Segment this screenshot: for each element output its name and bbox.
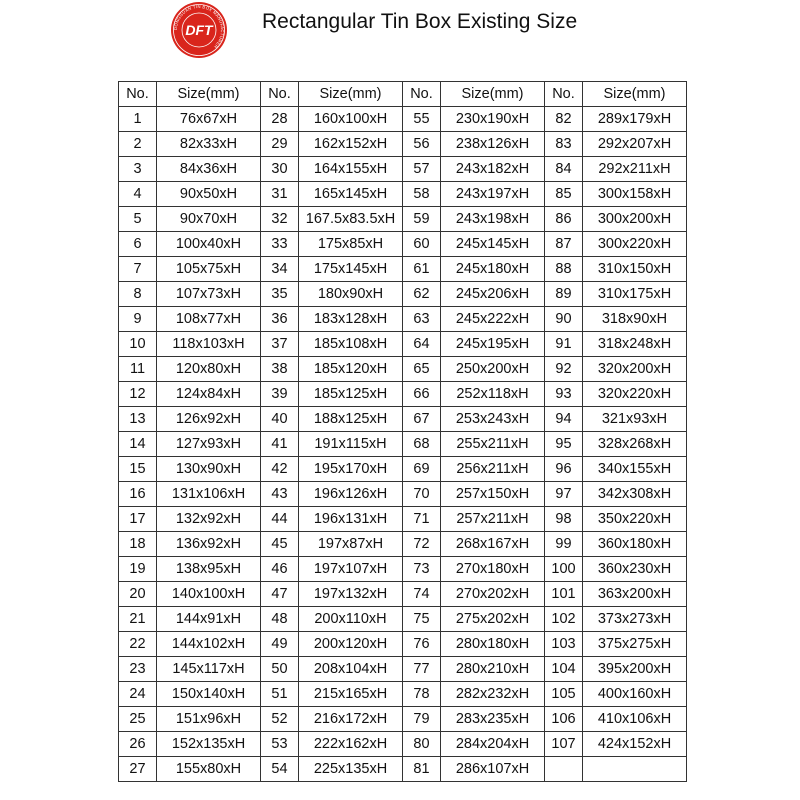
column-header: Size(mm) — [583, 82, 687, 107]
item-number-cell: 72 — [403, 532, 441, 557]
size-cell: 245x206xH — [441, 282, 545, 307]
size-cell: 328x268xH — [583, 432, 687, 457]
size-cell: 191x115xH — [299, 432, 403, 457]
size-cell: 292x207xH — [583, 132, 687, 157]
size-cell: 127x93xH — [157, 432, 261, 457]
size-cell: 400x160xH — [583, 682, 687, 707]
item-number-cell: 2 — [119, 132, 157, 157]
size-cell: 150x140xH — [157, 682, 261, 707]
size-cell: 225x135xH — [299, 757, 403, 782]
item-number-cell: 96 — [545, 457, 583, 482]
size-cell: 105x75xH — [157, 257, 261, 282]
size-cell: 289x179xH — [583, 107, 687, 132]
size-cell: 185x120xH — [299, 357, 403, 382]
item-number-cell: 15 — [119, 457, 157, 482]
size-cell: 245x180xH — [441, 257, 545, 282]
size-cell: 243x198xH — [441, 207, 545, 232]
item-number-cell: 42 — [261, 457, 299, 482]
size-cell — [583, 757, 687, 782]
size-cell: 360x230xH — [583, 557, 687, 582]
item-number-cell: 39 — [261, 382, 299, 407]
size-cell: 270x202xH — [441, 582, 545, 607]
size-cell: 300x158xH — [583, 182, 687, 207]
size-cell: 340x155xH — [583, 457, 687, 482]
size-cell: 270x180xH — [441, 557, 545, 582]
size-cell: 118x103xH — [157, 332, 261, 357]
table-row — [119, 632, 687, 657]
item-number-cell: 76 — [403, 632, 441, 657]
item-number-cell: 44 — [261, 507, 299, 532]
size-cell: 197x87xH — [299, 532, 403, 557]
size-cell: 155x80xH — [157, 757, 261, 782]
table-row — [119, 607, 687, 632]
size-cell: 196x131xH — [299, 507, 403, 532]
column-header: Size(mm) — [441, 82, 545, 107]
item-number-cell: 66 — [403, 382, 441, 407]
size-cell: 216x172xH — [299, 707, 403, 732]
size-cell: 320x220xH — [583, 382, 687, 407]
size-cell: 145x117xH — [157, 657, 261, 682]
item-number-cell: 32 — [261, 207, 299, 232]
item-number-cell: 9 — [119, 307, 157, 332]
item-number-cell: 81 — [403, 757, 441, 782]
item-number-cell: 37 — [261, 332, 299, 357]
item-number-cell: 11 — [119, 357, 157, 382]
item-number-cell: 4 — [119, 182, 157, 207]
size-cell: 222x162xH — [299, 732, 403, 757]
logo-text: DFT — [185, 22, 213, 38]
item-number-cell: 18 — [119, 532, 157, 557]
item-number-cell: 43 — [261, 482, 299, 507]
size-cell: 167.5x83.5xH — [299, 207, 403, 232]
item-number-cell: 100 — [545, 557, 583, 582]
item-number-cell: 23 — [119, 657, 157, 682]
size-cell: 144x91xH — [157, 607, 261, 632]
item-number-cell: 56 — [403, 132, 441, 157]
item-number-cell: 26 — [119, 732, 157, 757]
item-number-cell: 93 — [545, 382, 583, 407]
size-cell: 230x190xH — [441, 107, 545, 132]
size-cell: 200x120xH — [299, 632, 403, 657]
item-number-cell: 13 — [119, 407, 157, 432]
item-number-cell: 24 — [119, 682, 157, 707]
item-number-cell: 92 — [545, 357, 583, 382]
item-number-cell: 102 — [545, 607, 583, 632]
column-header: Size(mm) — [157, 82, 261, 107]
item-number-cell: 94 — [545, 407, 583, 432]
item-number-cell: 54 — [261, 757, 299, 782]
size-cell: 196x126xH — [299, 482, 403, 507]
item-number-cell: 75 — [403, 607, 441, 632]
table-row — [119, 307, 687, 332]
size-cell: 300x200xH — [583, 207, 687, 232]
size-cell: 280x210xH — [441, 657, 545, 682]
table-row — [119, 282, 687, 307]
table-row — [119, 107, 687, 132]
table-row — [119, 657, 687, 682]
size-cell: 280x180xH — [441, 632, 545, 657]
item-number-cell: 16 — [119, 482, 157, 507]
size-cell: 268x167xH — [441, 532, 545, 557]
item-number-cell: 101 — [545, 582, 583, 607]
item-number-cell: 68 — [403, 432, 441, 457]
item-number-cell: 80 — [403, 732, 441, 757]
size-cell: 120x80xH — [157, 357, 261, 382]
table-row — [119, 132, 687, 157]
item-number-cell: 33 — [261, 232, 299, 257]
item-number-cell: 52 — [261, 707, 299, 732]
size-cell: 107x73xH — [157, 282, 261, 307]
item-number-cell: 61 — [403, 257, 441, 282]
item-number-cell: 51 — [261, 682, 299, 707]
item-number-cell: 91 — [545, 332, 583, 357]
size-cell: 275x202xH — [441, 607, 545, 632]
size-cell: 342x308xH — [583, 482, 687, 507]
dft-logo-icon — [169, 0, 229, 60]
item-number-cell: 73 — [403, 557, 441, 582]
item-number-cell: 105 — [545, 682, 583, 707]
table-row — [119, 707, 687, 732]
table-header-row — [119, 82, 687, 107]
size-cell: 140x100xH — [157, 582, 261, 607]
size-cell: 136x92xH — [157, 532, 261, 557]
table-row — [119, 582, 687, 607]
size-cell: 243x197xH — [441, 182, 545, 207]
item-number-cell: 95 — [545, 432, 583, 457]
size-cell: 126x92xH — [157, 407, 261, 432]
size-cell: 82x33xH — [157, 132, 261, 157]
table-row — [119, 157, 687, 182]
size-cell: 144x102xH — [157, 632, 261, 657]
size-cell: 200x110xH — [299, 607, 403, 632]
size-cell: 252x118xH — [441, 382, 545, 407]
size-cell: 130x90xH — [157, 457, 261, 482]
item-number-cell: 48 — [261, 607, 299, 632]
size-cell: 292x211xH — [583, 157, 687, 182]
item-number-cell: 53 — [261, 732, 299, 757]
size-cell: 318x248xH — [583, 332, 687, 357]
size-cell: 310x175xH — [583, 282, 687, 307]
size-cell: 257x211xH — [441, 507, 545, 532]
column-header: Size(mm) — [299, 82, 403, 107]
table-row — [119, 232, 687, 257]
column-header: No. — [261, 82, 299, 107]
size-cell: 250x200xH — [441, 357, 545, 382]
table-row — [119, 357, 687, 382]
item-number-cell: 7 — [119, 257, 157, 282]
size-cell: 124x84xH — [157, 382, 261, 407]
size-cell: 90x70xH — [157, 207, 261, 232]
size-cell: 310x150xH — [583, 257, 687, 282]
size-cell: 255x211xH — [441, 432, 545, 457]
item-number-cell: 28 — [261, 107, 299, 132]
logo-ring-text: DONGGUAN TIN BOX MANUFACTURER — [172, 3, 226, 50]
size-cell: 197x107xH — [299, 557, 403, 582]
table-row — [119, 182, 687, 207]
item-number-cell: 104 — [545, 657, 583, 682]
item-number-cell: 46 — [261, 557, 299, 582]
item-number-cell: 86 — [545, 207, 583, 232]
item-number-cell: 59 — [403, 207, 441, 232]
size-cell: 164x155xH — [299, 157, 403, 182]
size-cell: 318x90xH — [583, 307, 687, 332]
column-header: No. — [403, 82, 441, 107]
item-number-cell: 3 — [119, 157, 157, 182]
size-cell: 108x77xH — [157, 307, 261, 332]
table-row — [119, 207, 687, 232]
size-cell: 132x92xH — [157, 507, 261, 532]
size-cell: 257x150xH — [441, 482, 545, 507]
table-row — [119, 407, 687, 432]
size-cell: 151x96xH — [157, 707, 261, 732]
column-header: No. — [119, 82, 157, 107]
item-number-cell: 41 — [261, 432, 299, 457]
table-row — [119, 457, 687, 482]
size-cell: 152x135xH — [157, 732, 261, 757]
page-title: Rectangular Tin Box Existing Size — [262, 10, 578, 33]
size-cell: 253x243xH — [441, 407, 545, 432]
item-number-cell: 74 — [403, 582, 441, 607]
item-number-cell: 27 — [119, 757, 157, 782]
item-number-cell: 89 — [545, 282, 583, 307]
size-cell: 183x128xH — [299, 307, 403, 332]
table-row — [119, 482, 687, 507]
table-row — [119, 507, 687, 532]
item-number-cell: 103 — [545, 632, 583, 657]
item-number-cell: 17 — [119, 507, 157, 532]
size-cell: 185x108xH — [299, 332, 403, 357]
table-row — [119, 332, 687, 357]
item-number-cell: 22 — [119, 632, 157, 657]
item-number-cell: 63 — [403, 307, 441, 332]
item-number-cell: 106 — [545, 707, 583, 732]
item-number-cell: 67 — [403, 407, 441, 432]
size-cell: 282x232xH — [441, 682, 545, 707]
item-number-cell: 62 — [403, 282, 441, 307]
size-cell: 321x93xH — [583, 407, 687, 432]
item-number-cell: 6 — [119, 232, 157, 257]
item-number-cell: 49 — [261, 632, 299, 657]
size-cell: 300x220xH — [583, 232, 687, 257]
item-number-cell: 36 — [261, 307, 299, 332]
size-cell: 320x200xH — [583, 357, 687, 382]
table-row — [119, 732, 687, 757]
item-number-cell: 47 — [261, 582, 299, 607]
item-number-cell: 99 — [545, 532, 583, 557]
item-number-cell: 97 — [545, 482, 583, 507]
size-cell: 238x126xH — [441, 132, 545, 157]
item-number-cell: 82 — [545, 107, 583, 132]
size-cell: 76x67xH — [157, 107, 261, 132]
item-number-cell: 57 — [403, 157, 441, 182]
item-number-cell: 64 — [403, 332, 441, 357]
size-cell: 350x220xH — [583, 507, 687, 532]
table-row — [119, 532, 687, 557]
item-number-cell: 30 — [261, 157, 299, 182]
size-cell: 165x145xH — [299, 182, 403, 207]
size-cell: 375x275xH — [583, 632, 687, 657]
item-number-cell: 90 — [545, 307, 583, 332]
item-number-cell: 29 — [261, 132, 299, 157]
item-number-cell: 31 — [261, 182, 299, 207]
item-number-cell: 25 — [119, 707, 157, 732]
column-header: No. — [545, 82, 583, 107]
size-cell: 410x106xH — [583, 707, 687, 732]
size-cell: 243x182xH — [441, 157, 545, 182]
size-cell: 284x204xH — [441, 732, 545, 757]
size-cell: 245x222xH — [441, 307, 545, 332]
size-cell: 160x100xH — [299, 107, 403, 132]
item-number-cell: 85 — [545, 182, 583, 207]
size-cell: 162x152xH — [299, 132, 403, 157]
table-row — [119, 757, 687, 782]
size-cell: 373x273xH — [583, 607, 687, 632]
size-cell: 188x125xH — [299, 407, 403, 432]
item-number-cell: 20 — [119, 582, 157, 607]
size-cell: 215x165xH — [299, 682, 403, 707]
item-number-cell: 107 — [545, 732, 583, 757]
size-cell: 131x106xH — [157, 482, 261, 507]
table-row — [119, 382, 687, 407]
item-number-cell: 12 — [119, 382, 157, 407]
size-cell: 175x145xH — [299, 257, 403, 282]
item-number-cell: 35 — [261, 282, 299, 307]
size-cell: 245x195xH — [441, 332, 545, 357]
size-cell: 360x180xH — [583, 532, 687, 557]
table-row — [119, 257, 687, 282]
size-cell: 245x145xH — [441, 232, 545, 257]
size-cell: 84x36xH — [157, 157, 261, 182]
item-number-cell — [545, 757, 583, 782]
item-number-cell: 71 — [403, 507, 441, 532]
size-cell: 138x95xH — [157, 557, 261, 582]
item-number-cell: 79 — [403, 707, 441, 732]
size-cell: 256x211xH — [441, 457, 545, 482]
item-number-cell: 50 — [261, 657, 299, 682]
item-number-cell: 88 — [545, 257, 583, 282]
item-number-cell: 45 — [261, 532, 299, 557]
item-number-cell: 83 — [545, 132, 583, 157]
item-number-cell: 5 — [119, 207, 157, 232]
item-number-cell: 38 — [261, 357, 299, 382]
size-cell: 424x152xH — [583, 732, 687, 757]
size-cell: 100x40xH — [157, 232, 261, 257]
item-number-cell: 58 — [403, 182, 441, 207]
size-cell: 283x235xH — [441, 707, 545, 732]
item-number-cell: 55 — [403, 107, 441, 132]
item-number-cell: 70 — [403, 482, 441, 507]
item-number-cell: 65 — [403, 357, 441, 382]
size-cell: 180x90xH — [299, 282, 403, 307]
item-number-cell: 77 — [403, 657, 441, 682]
size-cell: 208x104xH — [299, 657, 403, 682]
size-cell: 197x132xH — [299, 582, 403, 607]
item-number-cell: 84 — [545, 157, 583, 182]
item-number-cell: 21 — [119, 607, 157, 632]
table-row — [119, 682, 687, 707]
size-cell: 395x200xH — [583, 657, 687, 682]
item-number-cell: 14 — [119, 432, 157, 457]
item-number-cell: 87 — [545, 232, 583, 257]
item-number-cell: 8 — [119, 282, 157, 307]
item-number-cell: 34 — [261, 257, 299, 282]
table-row — [119, 557, 687, 582]
size-cell: 185x125xH — [299, 382, 403, 407]
item-number-cell: 98 — [545, 507, 583, 532]
size-table — [118, 81, 687, 782]
size-cell: 90x50xH — [157, 182, 261, 207]
size-cell: 286x107xH — [441, 757, 545, 782]
size-cell: 195x170xH — [299, 457, 403, 482]
item-number-cell: 40 — [261, 407, 299, 432]
item-number-cell: 78 — [403, 682, 441, 707]
item-number-cell: 60 — [403, 232, 441, 257]
size-cell: 363x200xH — [583, 582, 687, 607]
item-number-cell: 69 — [403, 457, 441, 482]
size-cell: 175x85xH — [299, 232, 403, 257]
item-number-cell: 19 — [119, 557, 157, 582]
table-row — [119, 432, 687, 457]
item-number-cell: 1 — [119, 107, 157, 132]
item-number-cell: 10 — [119, 332, 157, 357]
